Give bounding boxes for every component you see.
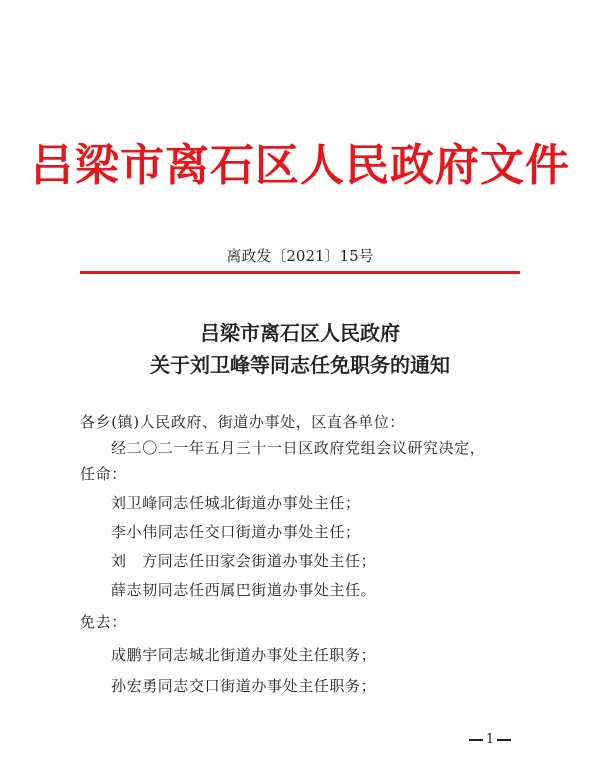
removal-item-1: 成鹏宇同志城北街道办事处主任职务；: [111, 646, 377, 664]
removal-item-2: 孙宏勇同志交口街道办事处主任职务；: [111, 677, 377, 695]
appointment-item-4: 薛志韧同志任西属巴街道办事处主任。: [111, 581, 377, 599]
document-header-title: 吕梁市离石区人民政府文件: [30, 140, 570, 191]
red-separator-rule: [80, 271, 520, 274]
removal-label: 免去：: [80, 613, 127, 631]
appointment-item-1: 刘卫峰同志任城北街道办事处主任；: [111, 494, 361, 512]
notice-title-line-2: 关于刘卫峰等同志任免职务的通知: [150, 353, 450, 377]
document-number: 离政发〔2021〕15号: [226, 247, 374, 265]
addressee-line: 各乡(镇)人民政府、街道办事处，区直各单位：: [80, 413, 405, 431]
notice-title-line-1: 吕梁市离石区人民政府: [200, 321, 400, 345]
page-number-left-dash: [469, 739, 483, 741]
appointment-item-3: 刘 方同志任田家会街道办事处主任；: [111, 552, 377, 570]
appointment-label: 任命：: [80, 465, 127, 483]
page-number: 1: [485, 732, 495, 747]
appointment-item-2: 李小伟同志任交口街道办事处主任；: [111, 523, 361, 541]
page-number-footer: [460, 731, 520, 749]
page-number-right-dash: [497, 739, 511, 741]
decision-line: 经二〇二一年五月三十一日区政府党组会议研究决定，: [111, 439, 486, 457]
